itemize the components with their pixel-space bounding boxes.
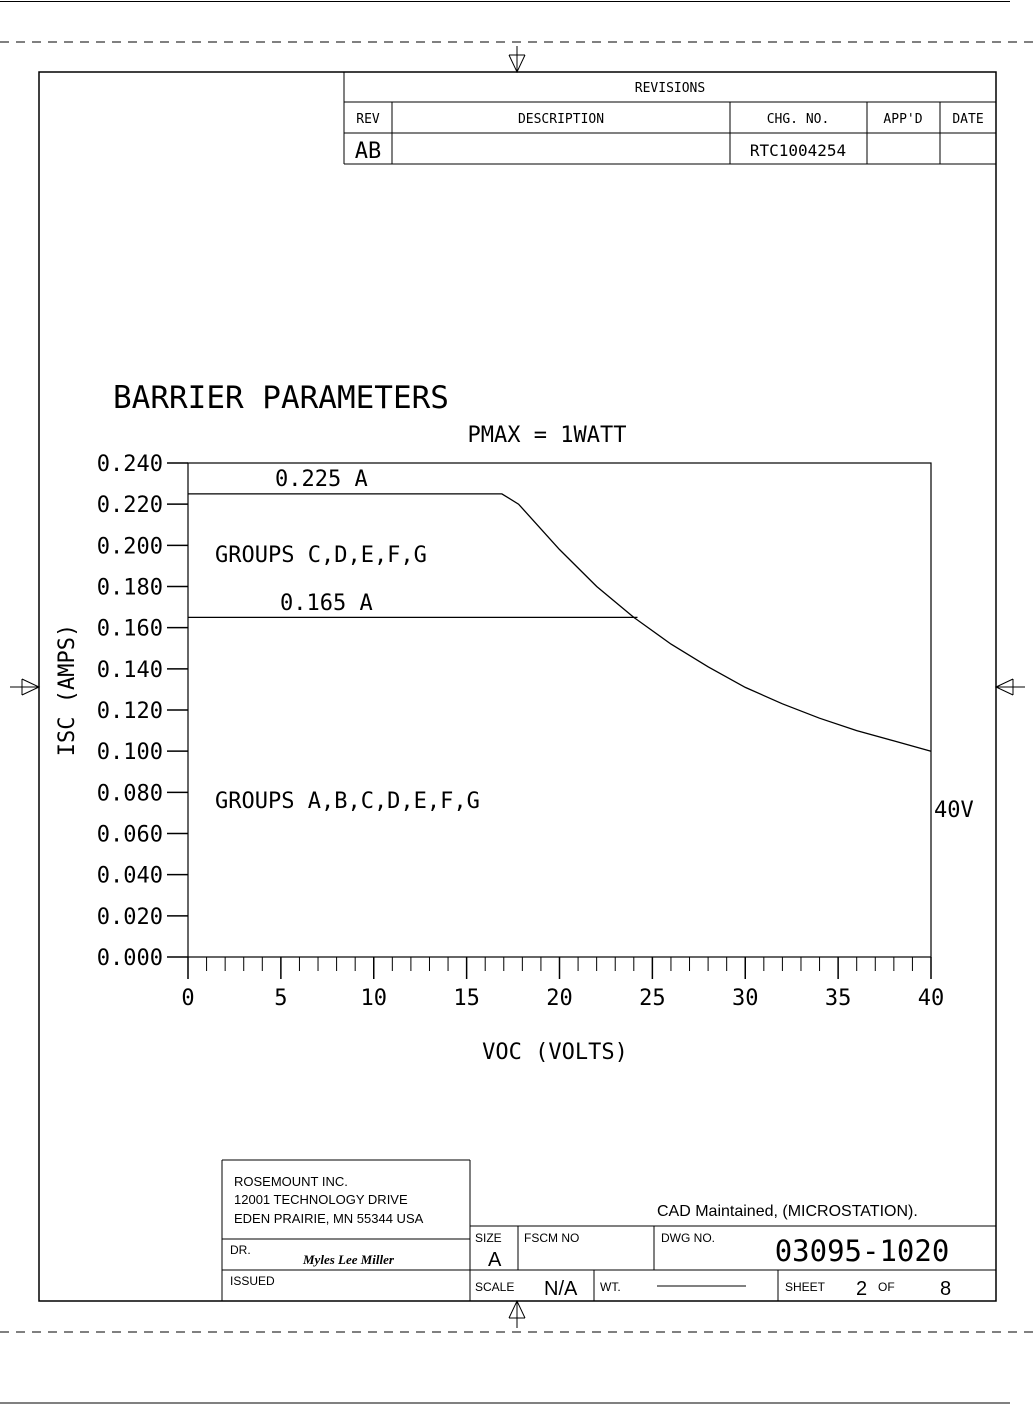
y-tick-label: 0.000 (96, 946, 163, 971)
upper-groups-label: GROUPS C,D,E,F,G (215, 543, 427, 568)
drawing-border (39, 72, 996, 1301)
cad-note: CAD Maintained, (MICROSTATION). (657, 1203, 918, 1220)
description-header: DESCRIPTION (517, 112, 605, 127)
revisions-title: REVISIONS (634, 81, 706, 96)
x-tick-label: 40 (917, 986, 945, 1011)
y-tick-label: 0.080 (96, 781, 163, 807)
sheet-label: SHEET (785, 1280, 826, 1294)
scale-label: SCALE (475, 1280, 515, 1294)
sheet-total: 8 (940, 1278, 952, 1300)
right-center-arrow-icon (996, 679, 1025, 695)
x-tick-label: 5 (274, 986, 288, 1011)
date-header: DATE (952, 112, 984, 127)
x-tick-label: 0 (181, 986, 195, 1011)
company-name: ROSEMOUNT INC. (234, 1174, 348, 1189)
size-label: SIZE (475, 1231, 502, 1245)
company-city: EDEN PRAIRIE, MN 55344 USA (234, 1211, 424, 1226)
y-tick-label: 0.220 (96, 493, 163, 519)
series-layer (188, 494, 931, 751)
centering-marks (10, 46, 1025, 1328)
x-tick-label: 15 (453, 986, 480, 1011)
lower-limit-label: 0.165 A (280, 591, 373, 616)
fscm-label: FSCM NO (524, 1231, 580, 1245)
issued-label: ISSUED (230, 1274, 275, 1288)
chg-no-value: RTC1004254 (749, 141, 847, 160)
x-tick-label: 30 (732, 986, 759, 1011)
y-axis-label: ISC (AMPS) (55, 623, 80, 757)
left-center-arrow-icon (10, 679, 39, 695)
y-tick-label: 0.160 (96, 616, 163, 642)
chg-no-header: CHG. NO. (766, 112, 830, 127)
barrier-chart (55, 423, 974, 1065)
upper-limit-label: 0.225 A (275, 467, 368, 492)
chart-title: PMAX = 1WATT (467, 423, 627, 448)
x-tick-label: 35 (824, 986, 852, 1011)
rev-header: REV (356, 112, 380, 127)
x-axis (181, 957, 944, 1011)
x-axis-label: VOC (VOLTS) (482, 1040, 628, 1065)
size-value: A (488, 1249, 502, 1271)
sheet-number: 2 (856, 1278, 868, 1300)
y-tick-label: 0.020 (96, 904, 163, 930)
y-tick-label: 0.060 (96, 822, 163, 848)
top-center-arrow-icon (509, 46, 525, 72)
appd-header: APP'D (883, 112, 923, 127)
y-tick-label: 0.180 (96, 575, 163, 601)
y-tick-label: 0.200 (96, 534, 163, 560)
y-axis (97, 452, 188, 971)
dwg-no-value: 03095-1020 (774, 1234, 950, 1268)
y-tick-label: 0.120 (96, 699, 163, 724)
bottom-center-arrow-icon (509, 1301, 525, 1328)
y-tick-label: 0.040 (96, 863, 163, 889)
power-limit-curve (188, 494, 931, 751)
dr-label: DR. (230, 1243, 251, 1257)
of-label: OF (878, 1280, 895, 1294)
wt-label: WT. (600, 1280, 621, 1294)
x-tick-label: 10 (360, 986, 387, 1011)
lower-groups-label: GROUPS A,B,C,D,E,F,G (215, 789, 480, 814)
scale-value: N/A (544, 1278, 578, 1300)
drawn-by-signature: Myles Lee Miller (303, 1252, 394, 1267)
drawing-title: BARRIER PARAMETERS (113, 380, 449, 416)
end-voltage-label: 40V (934, 798, 974, 823)
company-address: 12001 TECHNOLOGY DRIVE (234, 1192, 408, 1207)
y-tick-label: 0.240 (96, 452, 163, 477)
x-tick-label: 20 (546, 986, 573, 1011)
dwg-no-label: DWG NO. (661, 1231, 715, 1245)
y-tick-label: 0.100 (96, 740, 163, 766)
y-tick-label: 0.140 (96, 657, 163, 683)
rev-value: AB (354, 139, 382, 164)
plot-frame (188, 463, 931, 957)
x-tick-label: 25 (639, 986, 666, 1011)
